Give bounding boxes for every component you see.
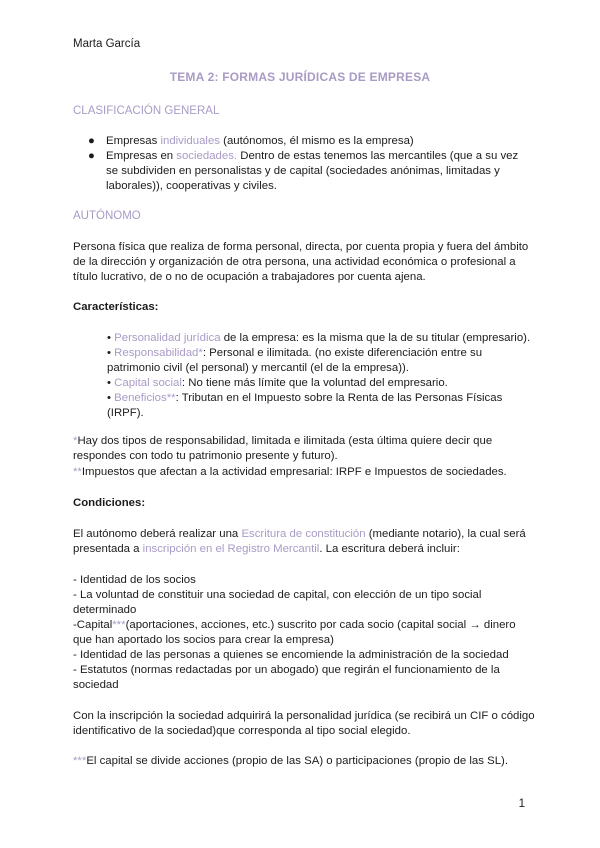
item-text: : Personal e ilimitada. (no existe diferenciación entre su patrimonio civil (el personal) y mercantil (el de la empresa)). (107, 347, 483, 374)
autonomo-definition: Persona física que realiza de forma personal, directa, por cuenta propia y fuera del ámbito de la dirección y organización de otra persona, una actividad económica o profesional a título lucrativo, de o no de ocupación a trabajadores por cuenta ajena. (73, 241, 529, 283)
escritura-list (73, 573, 535, 693)
bullet-text: • (107, 332, 115, 344)
bullet-text: • (107, 392, 115, 404)
intro-text: El autónomo deberá realizar una (73, 528, 242, 540)
section-heading-autonomo: AUTÓNOMO (73, 210, 141, 222)
item-text: : Tributan en el Impuesto sobre la Renta de las Personas Físicas (IRPF). (107, 392, 503, 419)
section-heading-clasificacion: CLASIFICACIÓN GENERAL (73, 105, 220, 117)
highlighted-term: inscripción en el Registro Mercantil (142, 543, 320, 555)
item-text: (aportaciones, acciones, etc.) suscrito por cada socio (capital social → dinero que han aportado los socios para crear la empresa) (73, 619, 516, 646)
caracteristicas-list (107, 331, 537, 421)
item-text: Dentro de estas tenemos las mercantiles (que a su vez se subdividen en personalistas y de capital (sociedades anónimas, limitadas y laborales)), cooperativas y civiles. (106, 150, 519, 192)
impuestos-note (73, 465, 535, 480)
footnote-mark: * (73, 435, 78, 447)
item-text: -Capital (73, 619, 113, 631)
document-title: TEMA 2: FORMAS JURÍDICAS DE EMPRESA (169, 70, 431, 84)
item-text: - Identidad de las personas a quienes se encomiende la administración de la sociedad (73, 649, 509, 661)
list-item (107, 391, 537, 421)
bullet-text: • (107, 347, 115, 359)
intro-text: . La escritura deberá incluir: (319, 543, 460, 555)
note-text: El capital se divide acciones (propio de las SA) o participaciones (propio de las SL). (86, 755, 508, 767)
highlighted-term: Capital social (114, 377, 182, 389)
highlighted-term: individuales (160, 135, 220, 147)
item-text: - La voluntad de constituir una sociedad de capital, con elección de un tipo social determinado (73, 589, 482, 616)
list-item (73, 149, 533, 194)
list-item (107, 346, 537, 376)
bullet-icon: ● (88, 135, 95, 147)
item-text: - Estatutos (normas redactadas por un abogado) que regirán el funcionamiento de la sociedad (73, 664, 500, 691)
note-text: Hay dos tipos de responsabilidad, limitada e ilimitada (esta última quiere decir que respondes con todo tu patrimonio presente y futuro). (73, 435, 493, 462)
item-text: (autónomos, él mismo es la empresa) (219, 135, 414, 147)
list-item (73, 588, 535, 618)
highlighted-term: Personalidad jurídica (114, 332, 221, 344)
bullet-icon: ● (88, 150, 95, 162)
list-item (73, 648, 535, 663)
note-text: Impuestos que afectan a la actividad empresarial: IRPF e Impuestos de sociedades. (81, 466, 507, 478)
highlighted-term: sociedades. (176, 150, 238, 162)
responsabilidad-note (73, 434, 535, 464)
capital-footnote (73, 754, 535, 769)
clasificacion-list (73, 134, 533, 194)
item-text: Empresas en (106, 150, 177, 162)
caracteristicas-heading: Características: (73, 301, 159, 313)
highlighted-term: Responsabilidad* (114, 347, 203, 359)
list-item (73, 663, 535, 693)
condiciones-intro (73, 527, 535, 557)
author-name: Marta García (73, 38, 141, 50)
highlighted-term: Beneficios** (114, 392, 176, 404)
list-item (73, 618, 535, 648)
closing-paragraph: Con la inscripción la sociedad adquirirá la personalidad jurídica (se recibirá un CIF o código identificativo de la sociedad)que corresponda al tipo social elegido. (73, 710, 535, 737)
footnote-mark: *** (73, 755, 87, 767)
bullet-text: • (107, 377, 115, 389)
list-item (107, 376, 537, 391)
item-text: de la empresa: es la misma que la de su titular (empresario). (220, 332, 531, 344)
page-number: 1 (518, 798, 525, 810)
list-item (107, 331, 537, 346)
list-item (73, 573, 535, 588)
highlighted-term: *** (112, 619, 126, 631)
item-text: - Identidad de los socios (73, 574, 196, 586)
footnote-mark: ** (73, 466, 82, 478)
list-item (73, 134, 533, 149)
item-text: : No tiene más límite que la voluntad del empresario. (181, 377, 448, 389)
condiciones-heading: Condiciones: (73, 497, 146, 509)
item-text: Empresas (106, 135, 161, 147)
highlighted-term: Escritura de constitución (241, 528, 366, 540)
intro-text: (mediante notario), la cual será presentada a (73, 528, 526, 555)
